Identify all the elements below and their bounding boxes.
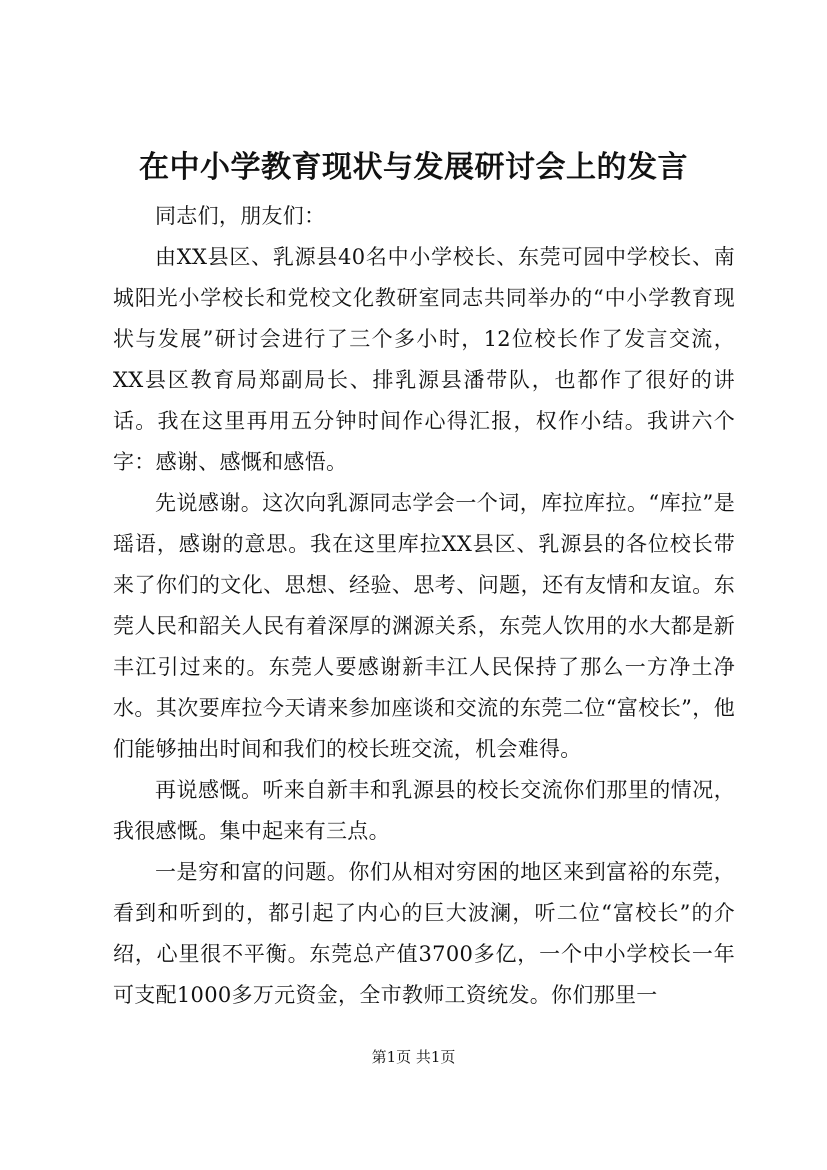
paragraph-intro: 由XX县区、乳源县40名中小学校长、东莞可园中学校长、南城阳光小学校长和党校文化教研室同志共同举办的“中小学教育现状与发展”研讨会进行了三个多小时，12位校长作了发言交流，XX县区教育局郑副局长、排乳源县潘带队，也都作了很好的讲话。我在这里再用五分钟时间作心得汇报，权作小结。我讲六个字：感谢、感慨和感悟。 <box>113 245 735 474</box>
page-footer: 第1页 共1页 <box>371 1048 456 1066</box>
paragraph-rich-poor: 一是穷和富的问题。你们从相对穷困的地区来到富裕的东莞，看到和听到的，都引起了内心的巨大波澜，听二位“富校长”的介绍，心里很不平衡。东莞总产值3700多亿，一个中小学校长一年可支配1000多万元资金，全市教师工资统发。你们那里一 <box>113 860 735 1007</box>
paragraph-thanks: 先说感谢。这次向乳源同志学会一个词，库拉库拉。“库拉”是瑶语，感谢的意思。我在这里库拉XX县区、乳源县的各位校长带来了你们的文化、思想、经验、思考、问题，还有友情和友谊。东莞人民和韶关人民有着深厚的渊源关系，东莞人饮用的水大都是新丰江引过来的。东莞人要感谢新丰江人民保持了那么一方净土净水。其次要库拉今天请来参加座谈和交流的东莞二位“富校长”，他们能够抽出时间和我们的校长班交流，机会难得。 <box>113 491 735 761</box>
document-body <box>113 196 735 1016</box>
paragraph-feelings: 再说感慨。听来自新丰和乳源县的校长交流你们那里的情况，我很感慨。集中起来有三点。 <box>113 778 735 843</box>
salutation: 同志们，朋友们： <box>155 204 326 228</box>
document-title: 在中小学教育现状与发展研讨会上的发言 <box>139 150 688 185</box>
